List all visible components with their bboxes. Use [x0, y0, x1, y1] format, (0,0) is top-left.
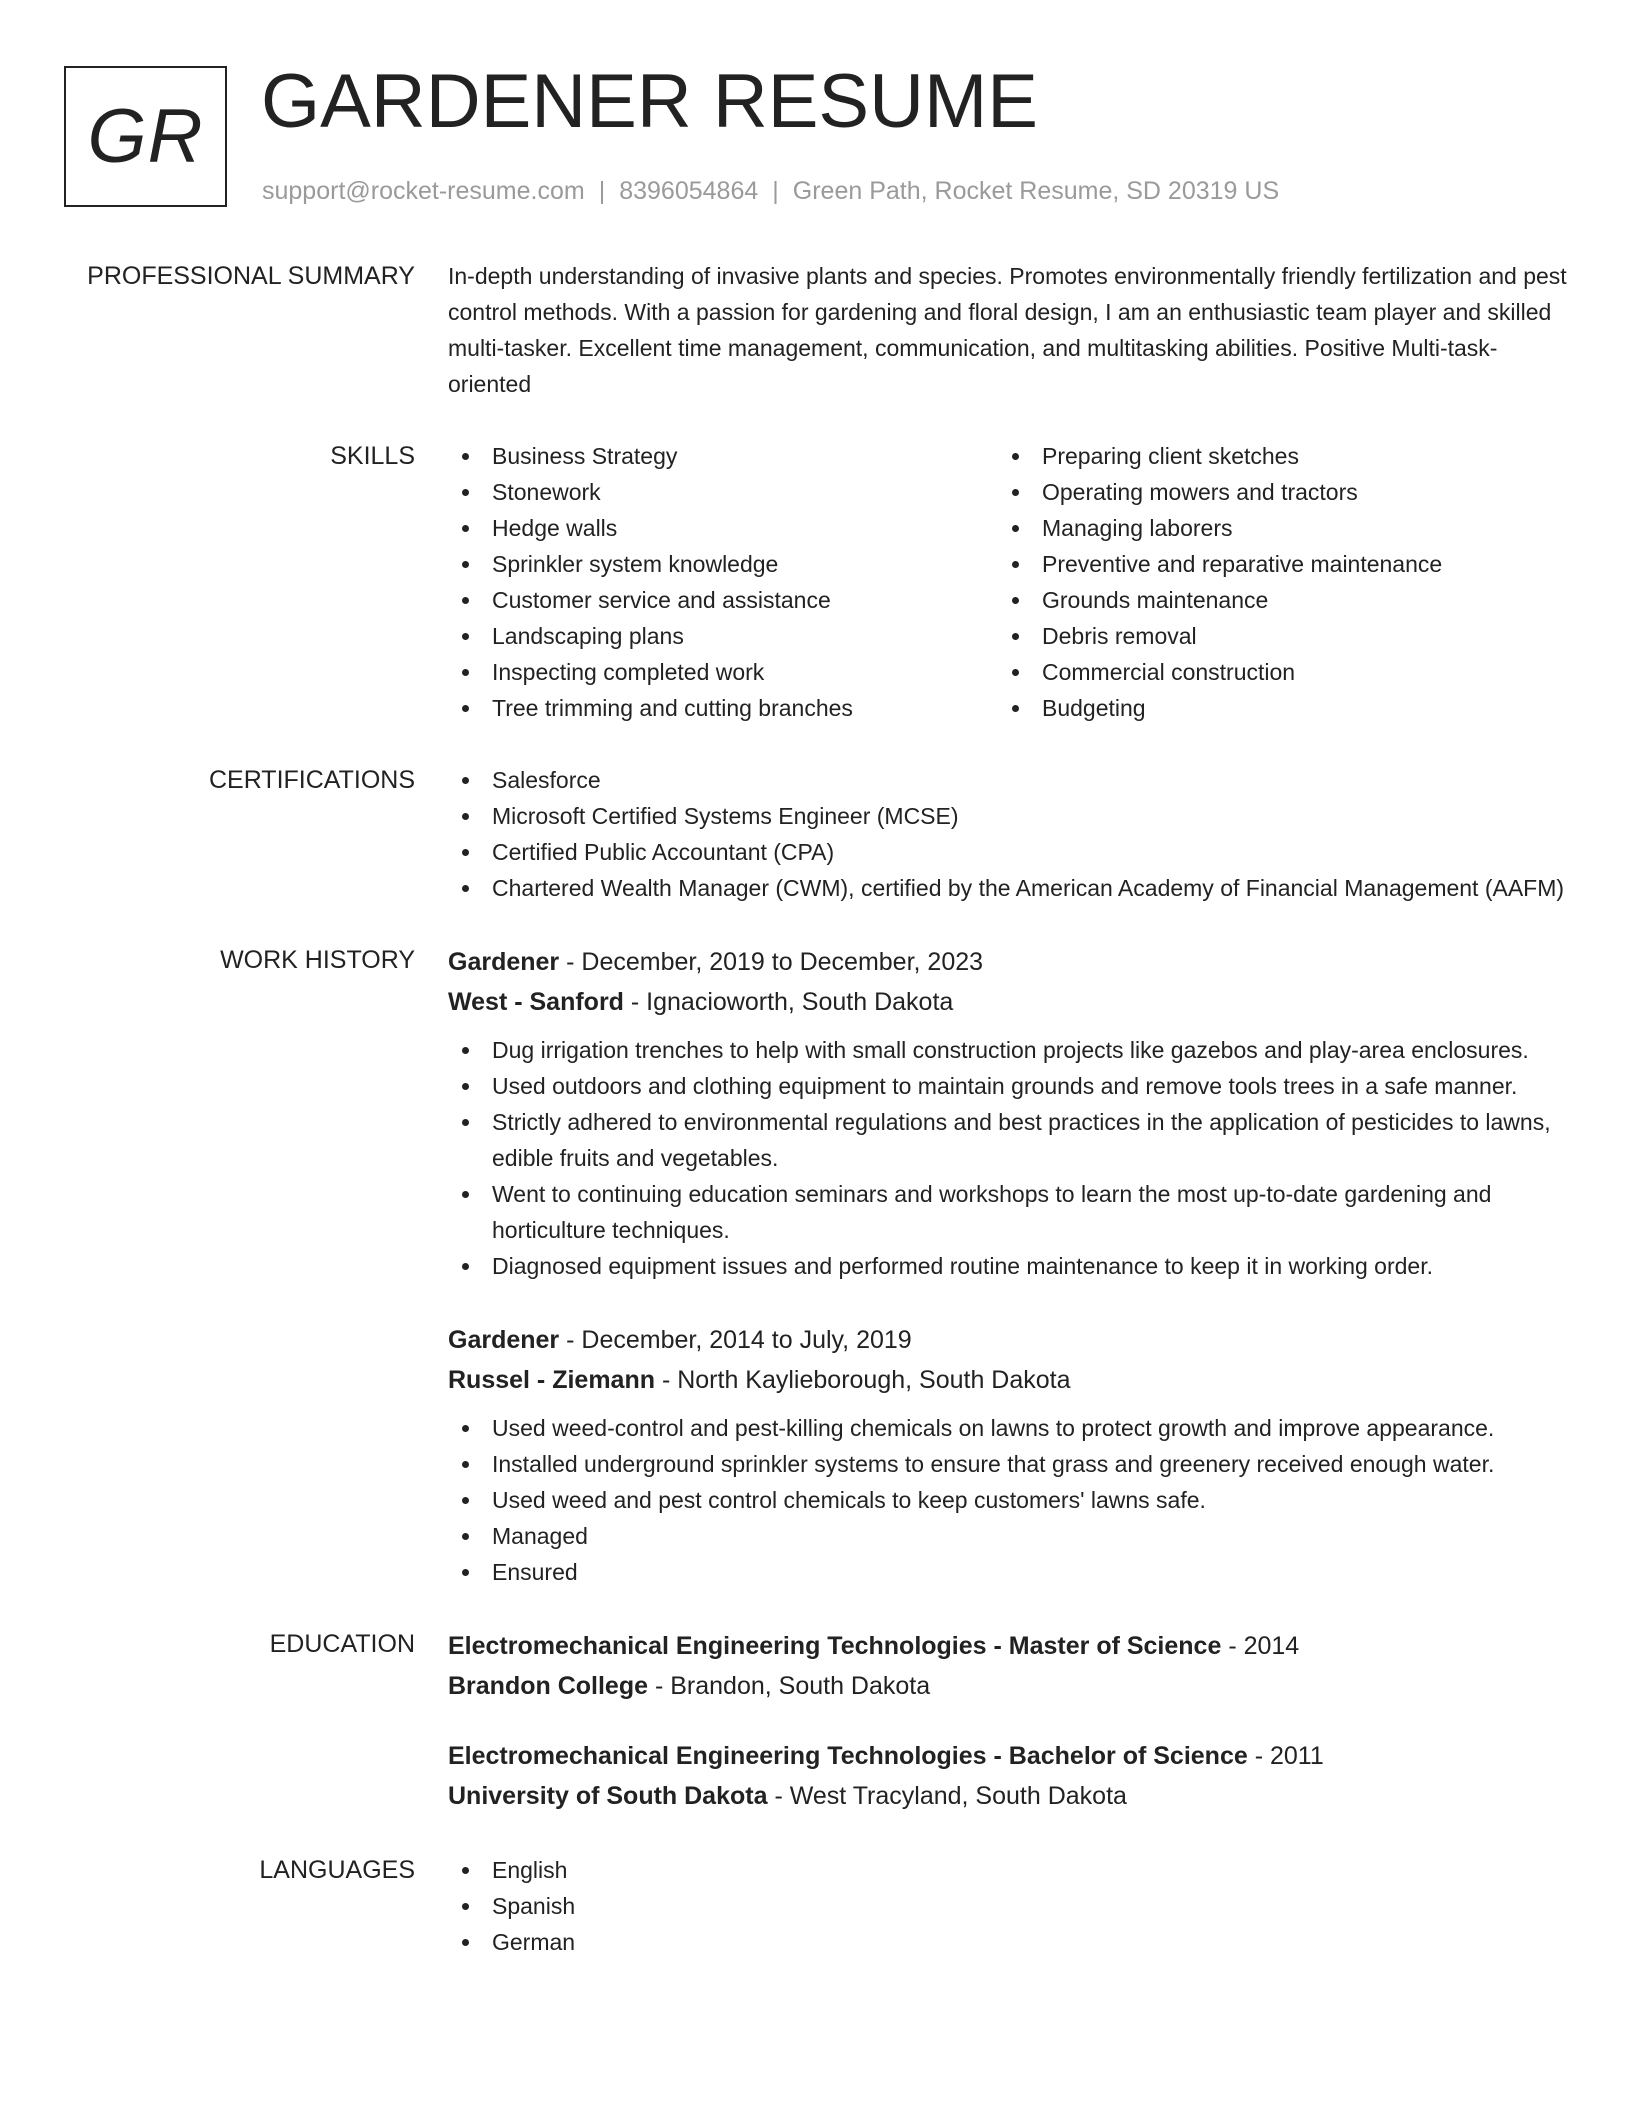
- job-location: - Ignacioworth, South Dakota: [623, 988, 954, 1016]
- section-body: [448, 942, 1570, 1590]
- skill-item: Operating mowers and tractors: [998, 474, 1548, 510]
- job-title-line: [448, 942, 1570, 982]
- section-education: [0, 1626, 1632, 1816]
- job-dates: - December, 2019 to December, 2023: [559, 948, 984, 976]
- job-bullets: [448, 1032, 1570, 1284]
- contact-separator: |: [598, 177, 606, 205]
- job-bullets: [448, 1410, 1570, 1590]
- certification-item: Salesforce: [448, 762, 1570, 798]
- skills-columns: [448, 438, 1570, 726]
- job-bullet: Diagnosed equipment issues and performed routine maintenance to keep it in working order.: [448, 1248, 1570, 1284]
- job-location: - North Kaylieborough, South Dakota: [655, 1366, 1071, 1394]
- skill-item: Landscaping plans: [448, 618, 998, 654]
- education-year: - 2014: [1221, 1632, 1300, 1660]
- job-bullet: Strictly adhered to environmental regulations and best practices in the application of pesticides to lawns, edible fruits and vegetables.: [448, 1104, 1570, 1176]
- education-year: - 2011: [1247, 1742, 1324, 1770]
- education-degree-line: [448, 1626, 1570, 1666]
- job-bullet: Installed underground sprinkler systems to ensure that grass and greenery received enough water.: [448, 1446, 1570, 1482]
- resume-content: [0, 258, 1632, 1996]
- contact-line: [262, 176, 1279, 206]
- job-bullet: Ensured: [448, 1554, 1570, 1590]
- education-school-line: [448, 1776, 1570, 1816]
- job-company-line: [448, 982, 1570, 1022]
- skills-list-right: [998, 438, 1548, 726]
- section-body: [448, 438, 1570, 726]
- language-item: German: [448, 1924, 1570, 1960]
- section-label: SKILLS: [330, 442, 415, 470]
- skill-item: Customer service and assistance: [448, 582, 998, 618]
- job-bullet: Went to continuing education seminars and workshops to learn the most up-to-date gardening and horticulture techniques.: [448, 1176, 1570, 1248]
- skill-item: Preventive and reparative maintenance: [998, 546, 1548, 582]
- job-bullet: Used weed-control and pest-killing chemicals on lawns to protect growth and improve appearance.: [448, 1410, 1570, 1446]
- section-skills: [0, 438, 1632, 726]
- skill-item: Hedge walls: [448, 510, 998, 546]
- skill-item: Inspecting completed work: [448, 654, 998, 690]
- certification-item: Certified Public Accountant (CPA): [448, 834, 1570, 870]
- section-label: PROFESSIONAL SUMMARY: [87, 262, 415, 290]
- summary-text: In-depth understanding of invasive plants and species. Promotes environmentally friendly fertilization and pest control methods. With a passion for gardening and floral design, I am an enthusiastic team player and skilled multi-tasker. Excellent time management, communication, and multitasking abilities. Positive Multi-task-oriented: [448, 263, 1567, 397]
- section-certifications: [0, 762, 1632, 906]
- skill-item: Stonework: [448, 474, 998, 510]
- job-bullet: Used weed and pest control chemicals to keep customers' lawns safe.: [448, 1482, 1570, 1518]
- skill-item: Tree trimming and cutting branches: [448, 690, 998, 726]
- section-label: EDUCATION: [269, 1630, 415, 1658]
- job-company: West - Sanford: [448, 988, 624, 1016]
- section-summary: [0, 258, 1632, 402]
- section-languages: [0, 1852, 1632, 1960]
- contact-address: Green Path, Rocket Resume, SD 20319 US: [792, 177, 1280, 205]
- job-title-line: [448, 1320, 1570, 1360]
- skill-item: Grounds maintenance: [998, 582, 1548, 618]
- section-body: [448, 1626, 1570, 1816]
- section-label: WORK HISTORY: [220, 946, 415, 974]
- language-item: Spanish: [448, 1888, 1570, 1924]
- skill-item: Debris removal: [998, 618, 1548, 654]
- job-bullet: Managed: [448, 1518, 1570, 1554]
- skill-item: Managing laborers: [998, 510, 1548, 546]
- education-entry: [448, 1736, 1570, 1816]
- job-bullet: Dug irrigation trenches to help with small construction projects like gazebos and play-area enclosures.: [448, 1032, 1570, 1068]
- section-body: [448, 258, 1570, 402]
- language-item: English: [448, 1852, 1570, 1888]
- education-degree: Electromechanical Engineering Technologies - Bachelor of Science: [448, 1742, 1248, 1770]
- education-degree: Electromechanical Engineering Technologies - Master of Science: [448, 1632, 1222, 1660]
- languages-list: [448, 1852, 1570, 1960]
- contact-separator: |: [772, 177, 779, 205]
- education-school: University of South Dakota: [448, 1782, 768, 1810]
- education-degree-line: [448, 1736, 1570, 1776]
- skill-item: Budgeting: [998, 690, 1548, 726]
- skill-item: Sprinkler system knowledge: [448, 546, 998, 582]
- section-work-history: [0, 942, 1632, 1590]
- job-title: Gardener: [448, 1326, 560, 1354]
- section-label: LANGUAGES: [259, 1856, 415, 1884]
- job-bullet: Used outdoors and clothing equipment to maintain grounds and remove tools trees in a safe manner.: [448, 1068, 1570, 1104]
- skill-item: Preparing client sketches: [998, 438, 1548, 474]
- section-body: [448, 1852, 1570, 1960]
- skill-item: Commercial construction: [998, 654, 1548, 690]
- certifications-list: [448, 762, 1570, 906]
- resume-title: GARDENER RESUME: [261, 59, 1038, 144]
- education-school: Brandon College: [448, 1672, 649, 1700]
- education-location: - Brandon, South Dakota: [648, 1672, 931, 1700]
- section-body: [448, 762, 1570, 906]
- section-label: CERTIFICATIONS: [208, 766, 415, 794]
- skills-list-left: [448, 438, 998, 726]
- contact-email: support@rocket-resume.com: [262, 177, 585, 205]
- certification-item: Chartered Wealth Manager (CWM), certified by the American Academy of Financial Management (AAFM): [448, 870, 1570, 906]
- job-dates: - December, 2014 to July, 2019: [559, 1326, 912, 1354]
- job-company-line: [448, 1360, 1570, 1400]
- job-title: Gardener: [448, 948, 560, 976]
- job-company: Russel - Ziemann: [448, 1366, 655, 1394]
- job-entry: [448, 1320, 1570, 1590]
- education-entry: [448, 1626, 1570, 1706]
- contact-phone: 8396054864: [619, 177, 759, 205]
- skill-item: Business Strategy: [448, 438, 998, 474]
- education-school-line: [448, 1666, 1570, 1706]
- monogram-box: GR: [64, 66, 227, 207]
- job-entry: [448, 942, 1570, 1284]
- education-location: - West Tracyland, South Dakota: [767, 1782, 1127, 1810]
- certification-item: Microsoft Certified Systems Engineer (MCSE): [448, 798, 1570, 834]
